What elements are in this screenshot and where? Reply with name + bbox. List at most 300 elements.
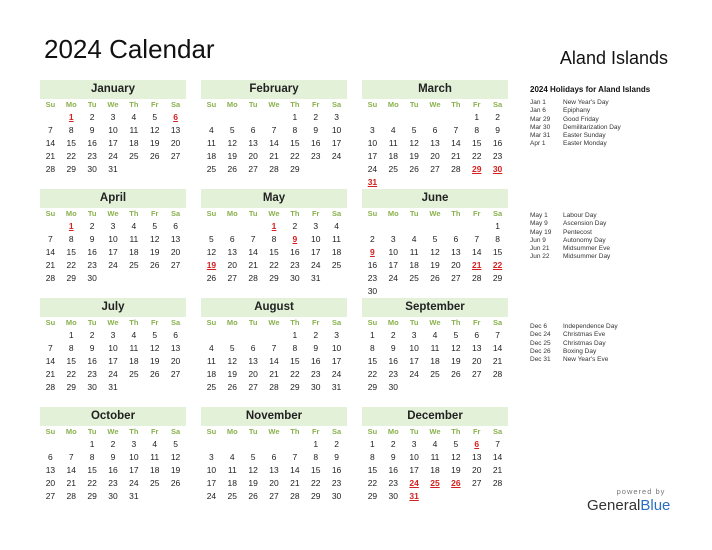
day-cell: 7 [48,125,53,135]
day-cell: 19 [451,356,461,366]
day-cell: 10 [108,125,118,135]
brand-logo [587,497,670,514]
day-cell: 30 [108,491,118,501]
empty-day-cell [445,220,466,233]
day-cell: 23 [388,369,398,379]
day-cell: 17 [129,465,139,475]
weekday-header-row [201,208,347,220]
day-cell: 10 [409,452,419,462]
weekday-label: Su [45,318,56,327]
empty-day-cell [201,220,222,233]
day-cell: 11 [430,343,440,353]
day-cell: 15 [66,356,76,366]
day-cell: 2 [110,439,116,449]
day-cell: 31 [409,491,419,501]
day-cell: 13 [170,234,181,244]
country-name: Aland Islands [559,48,668,68]
weekday-label: Th [129,318,139,327]
weekday-label: Th [290,427,300,436]
day-cell: 7 [495,439,500,449]
day-cell: 23 [310,369,321,379]
day-cell: 7 [292,452,298,462]
empty-day-cell [222,329,243,342]
day-cell: 25 [149,478,160,488]
week-row [201,342,347,355]
weekday-label: Sa [492,318,503,327]
day-cell: 5 [453,330,459,340]
day-cell: 4 [131,330,137,340]
day-cell: 5 [152,221,158,231]
empty-day-cell [445,111,466,124]
day-cell: 22 [471,151,482,161]
weekday-label: Th [451,427,461,436]
empty-day-cell [243,438,264,451]
day-cell: 19 [227,151,237,161]
week-row [201,272,347,285]
day-cell: 28 [471,273,482,283]
day-cell: 27 [430,164,440,174]
day-cell: 4 [432,439,438,449]
day-cell: 10 [129,452,139,462]
empty-day-cell [264,329,285,342]
day-cell: 23 [290,260,300,270]
day-cell: 19 [149,247,160,257]
empty-day-cell [487,176,508,189]
day-cell: 14 [451,138,461,148]
week-row [40,163,186,176]
day-cell: 5 [152,330,158,340]
week-row [40,233,186,246]
day-cell: 13 [45,465,56,475]
day-cell: 8 [68,343,74,353]
holiday-name: Ascension Day [563,220,607,228]
day-cell: 31 [310,273,321,283]
empty-day-cell [383,111,404,124]
week-row [201,150,347,163]
day-cell: 15 [66,138,76,148]
day-cell: 8 [292,125,298,135]
weekday-label: Mo [226,209,238,218]
weekday-label: Sa [170,318,181,327]
day-cell: 31 [129,491,139,501]
week-row [362,124,508,137]
day-cell: 28 [45,382,56,392]
day-cell: 29 [269,273,279,283]
day-cell: 23 [367,273,378,283]
day-cell: 11 [129,343,139,353]
day-cell: 19 [206,260,217,270]
day-cell: 22 [66,260,76,270]
week-row [201,490,347,503]
day-cell: 7 [271,125,277,135]
holiday-date: Jun 21 [530,245,550,253]
day-cell: 12 [409,138,419,148]
week-row [40,464,186,477]
day-cell: 8 [89,452,95,462]
day-cell: 3 [334,330,339,340]
day-cell: 23 [87,151,97,161]
day-cell: 26 [248,491,258,501]
weekday-label: We [268,100,280,109]
holiday-date: May 9 [530,220,548,228]
weekday-label: We [268,209,280,218]
day-cell: 21 [45,369,56,379]
week-row [362,477,508,490]
day-cell: 27 [45,491,56,501]
day-cell: 13 [471,452,482,462]
day-cell: 5 [453,439,459,449]
day-cell: 26 [451,478,461,488]
day-cell: 14 [290,465,300,475]
day-cell: 5 [229,125,235,135]
day-cell: 10 [331,125,342,135]
day-cell: 17 [108,138,118,148]
day-cell: 1 [474,112,480,122]
weekday-label: Tu [248,318,258,327]
weekday-label: Mo [65,427,77,436]
day-cell: 9 [390,343,396,353]
empty-day-cell [466,285,487,298]
day-cell: 27 [248,164,258,174]
day-cell: 10 [310,234,321,244]
day-cell: 25 [430,369,440,379]
day-cell: 7 [48,343,53,353]
weekday-label: Mo [65,100,77,109]
day-cell: 16 [87,356,97,366]
day-cell: 14 [45,356,56,366]
day-cell: 6 [173,221,178,231]
day-cell: 29 [367,491,378,501]
weekday-label: Sa [331,318,342,327]
day-cell: 3 [131,439,137,449]
day-cell: 23 [310,151,321,161]
empty-day-cell [222,438,243,451]
holiday-name: Independence Day [563,323,618,330]
month-october [40,407,186,503]
week-row [362,220,508,233]
day-cell: 30 [388,382,398,392]
day-cell: 17 [388,260,398,270]
week-row [40,124,186,137]
day-cell: 3 [334,112,339,122]
day-cell: 21 [290,478,300,488]
week-row [362,355,508,368]
day-cell: 26 [206,273,217,283]
day-cell: 24 [388,273,398,283]
week-row [40,329,186,342]
day-cell: 10 [108,343,118,353]
empty-day-cell [425,220,446,233]
month-december [362,407,508,503]
day-cell: 5 [411,125,417,135]
day-cell: 8 [370,343,375,353]
day-cell: 7 [48,234,53,244]
week-row [201,381,347,394]
weekday-header-row [362,99,508,111]
weekday-label: Su [45,427,56,436]
empty-day-cell [40,111,61,124]
day-cell: 18 [129,138,139,148]
week-row [40,381,186,394]
week-row [201,329,347,342]
day-cell: 30 [87,382,97,392]
day-cell: 21 [269,151,279,161]
day-cell: 9 [313,343,319,353]
day-cell: 17 [108,356,118,366]
day-cell: 20 [269,478,279,488]
day-cell: 22 [367,369,378,379]
day-cell: 10 [206,465,217,475]
day-cell: 12 [227,356,237,366]
holiday-name: Midsummer Eve [563,245,610,253]
day-cell: 1 [68,112,74,122]
day-cell: 14 [492,343,503,353]
holiday-date: Dec 6 [530,323,547,330]
day-cell: 9 [292,234,298,244]
weekday-label: Fr [472,318,481,327]
empty-day-cell [123,272,144,285]
day-cell: 13 [451,247,461,257]
day-cell: 16 [388,356,398,366]
day-cell: 14 [45,247,56,257]
weekday-label: We [268,427,280,436]
empty-day-cell [326,163,347,176]
weekday-label: Fr [150,100,159,109]
day-cell: 6 [271,452,277,462]
holiday-item [530,107,700,115]
weekday-label: Tu [409,427,419,436]
holiday-date: Jan 6 [530,107,546,115]
day-cell: 5 [152,112,158,122]
day-cell: 1 [271,221,277,231]
weekday-label: Th [290,100,300,109]
day-cell: 10 [388,247,398,257]
day-cell: 18 [409,260,419,270]
day-cell: 15 [367,356,378,366]
holiday-name: Good Friday [563,115,599,123]
weekday-label: Sa [170,427,181,436]
weekday-label: Mo [65,318,77,327]
day-cell: 9 [370,247,375,257]
day-cell: 8 [313,452,319,462]
day-cell: 22 [290,369,300,379]
day-cell: 25 [206,164,217,174]
holiday-group [530,212,700,262]
empty-day-cell [284,438,305,451]
weekday-label: Sa [331,209,342,218]
day-cell: 6 [250,343,256,353]
holiday-name: Midsummer Day [563,253,611,261]
day-cell: 2 [370,234,375,244]
day-cell: 1 [495,221,500,231]
day-cell: 18 [129,247,139,257]
week-row [40,246,186,259]
weekday-label: Mo [387,318,399,327]
day-cell: 21 [471,260,482,270]
day-cell: 25 [331,260,342,270]
week-row [201,477,347,490]
day-cell: 16 [310,356,321,366]
day-cell: 6 [48,452,53,462]
day-cell: 6 [250,125,256,135]
day-cell: 28 [45,164,56,174]
day-cell: 23 [87,260,97,270]
day-cell: 29 [290,164,300,174]
holiday-name: Pentecost [563,228,592,236]
weekday-header-row [201,426,347,438]
empty-day-cell [40,329,61,342]
day-cell: 1 [313,439,319,449]
holiday-date: Dec 26 [530,347,551,355]
weekday-label: Mo [226,427,238,436]
week-row [201,259,347,272]
weekday-label: Fr [311,427,320,436]
day-cell: 20 [471,465,482,475]
day-cell: 25 [409,273,419,283]
empty-day-cell [40,220,61,233]
weekday-label: Fr [150,209,159,218]
week-row [40,150,186,163]
weekday-label: Th [451,209,461,218]
day-cell: 27 [451,273,461,283]
week-row [40,272,186,285]
day-cell: 16 [290,247,300,257]
holiday-date: Mar 30 [530,123,551,131]
day-cell: 11 [332,234,341,244]
month-november [201,407,347,503]
month-title: June [362,189,508,208]
day-cell: 7 [271,343,277,353]
empty-day-cell [404,285,425,298]
weekday-label: Su [367,100,378,109]
day-cell: 28 [492,369,503,379]
week-row [40,111,186,124]
day-cell: 1 [68,330,74,340]
month-title: January [40,80,186,99]
weekday-label: Mo [387,427,399,436]
day-cell: 23 [108,478,118,488]
day-cell: 29 [367,382,378,392]
weekday-label: Tu [87,209,97,218]
weekday-label: Fr [472,427,481,436]
day-cell: 21 [451,151,461,161]
day-cell: 14 [492,452,503,462]
day-cell: 16 [331,465,342,475]
day-cell: 19 [227,369,237,379]
holiday-date: Dec 25 [530,339,551,347]
empty-day-cell [144,163,165,176]
day-cell: 6 [229,234,235,244]
weekday-label: Fr [472,100,481,109]
day-cell: 28 [269,382,279,392]
day-cell: 12 [206,247,217,257]
day-cell: 11 [388,138,398,148]
empty-day-cell [445,381,466,394]
month-july [40,298,186,394]
day-cell: 11 [129,234,139,244]
weekday-label: We [107,318,119,327]
empty-day-cell [362,111,383,124]
day-cell: 15 [66,247,76,257]
day-cell: 29 [290,382,300,392]
month-september [362,298,508,394]
day-cell: 31 [108,382,118,392]
week-row [362,150,508,163]
week-row [40,477,186,490]
day-cell: 25 [388,164,398,174]
empty-day-cell [222,111,243,124]
empty-day-cell [123,163,144,176]
month-title: August [201,298,347,317]
weekday-label: Su [206,318,217,327]
empty-day-cell [487,381,508,394]
day-cell: 9 [89,234,95,244]
week-row [362,233,508,246]
day-cell: 27 [170,369,181,379]
empty-day-cell [466,490,487,503]
empty-day-cell [40,438,61,451]
week-row [362,285,508,298]
day-cell: 15 [87,465,97,475]
empty-day-cell [201,329,222,342]
empty-day-cell [305,163,326,176]
holiday-date: Dec 31 [530,356,551,364]
day-cell: 17 [206,478,217,488]
weekday-header-row [201,317,347,329]
weekday-label: Tu [248,427,258,436]
holiday-date: May 1 [530,212,548,219]
day-cell: 13 [269,465,279,475]
powered-by-text: powered by [616,487,666,496]
day-cell: 30 [367,286,378,296]
day-cell: 13 [248,356,258,366]
day-cell: 2 [390,330,396,340]
day-cell: 5 [209,234,214,244]
day-cell: 1 [292,330,298,340]
day-cell: 17 [331,138,342,148]
day-cell: 27 [269,491,279,501]
weekday-label: Su [45,209,56,218]
day-cell: 5 [432,234,438,244]
day-cell: 12 [170,452,181,462]
day-cell: 18 [129,356,139,366]
day-cell: 19 [248,478,258,488]
day-cell: 8 [271,234,277,244]
empty-day-cell [466,176,487,189]
holiday-item [530,340,700,348]
month-title: February [201,80,347,99]
day-cell: 7 [495,330,500,340]
day-cell: 15 [367,465,378,475]
week-row [40,259,186,272]
day-cell: 23 [388,478,398,488]
weekday-label: Sa [492,100,503,109]
day-cell: 4 [432,330,438,340]
day-cell: 20 [248,151,258,161]
day-cell: 30 [310,382,321,392]
empty-day-cell [383,285,404,298]
weekday-header-row [40,99,186,111]
day-cell: 1 [68,221,74,231]
holiday-name: Easter Sunday [563,132,606,140]
day-cell: 24 [367,164,378,174]
day-cell: 10 [367,138,378,148]
day-cell: 20 [451,260,461,270]
day-cell: 21 [66,478,76,488]
day-cell: 25 [430,478,440,488]
day-cell: 12 [149,125,160,135]
day-cell: 4 [131,112,137,122]
